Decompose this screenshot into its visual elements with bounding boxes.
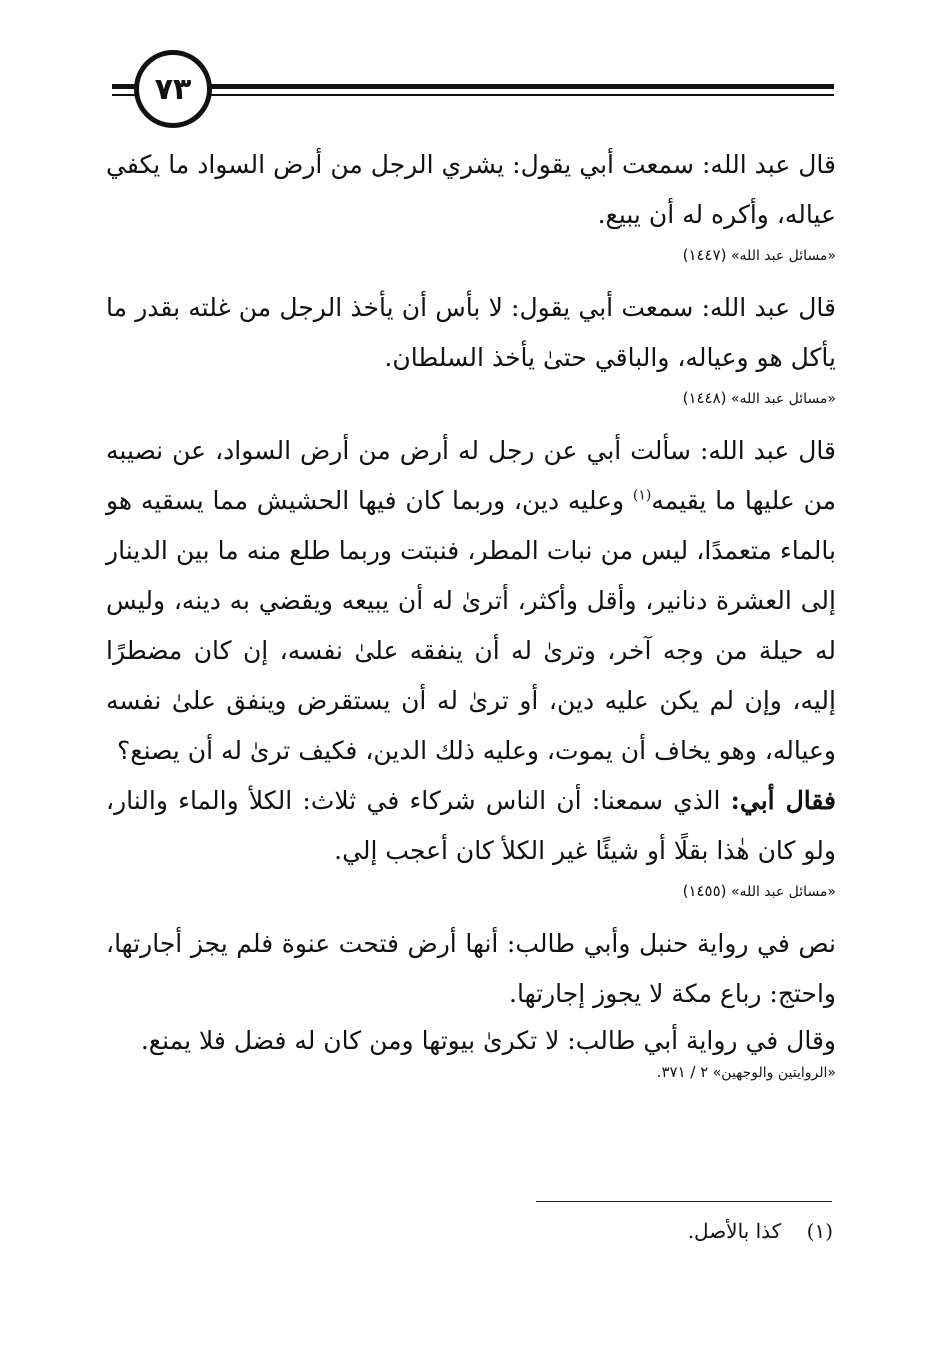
paragraph-text: وقال في رواية أبي طالب: لا تكرىٰ بيوتها ومن كان له فضل فلا يمنع. <box>140 1026 836 1055</box>
header-rule <box>206 94 834 96</box>
footnote <box>688 1219 833 1243</box>
reference-source: «مسائل عبد الله» <box>730 391 836 407</box>
reference-number: (١٤٤٨) <box>682 389 727 407</box>
paragraph-text: الذي سمعنا: أن الناس شركاء في ثلاث: الكلأ والماء والنار، ولو كان هٰذا بقلًا أو شيئًا غير الكلأ كان أعجب إلي. <box>106 786 836 865</box>
footnote-mark: (١) <box>806 1219 833 1243</box>
paragraph <box>106 776 836 876</box>
paragraph-text: وعليه دين، وربما كان فيها الحشيش مما يسقيه هو بالماء متعمدًا، ليس من نبات المطر، فنبتت وربما طلع منه ما بين الدينار إلى العشرة دنانير، وأقل وأكثر، أترىٰ له أن يبيعه ويقضي به دينه، وليس له حيلة من وجه آخر، وترىٰ له أن ينفقه علىٰ نفسه، إن كان مضطرًا إليه، وإن لم يكن عليه دين، أو ترىٰ له أن يستقرض وينفق علىٰ نفسه وعياله، وهو يخاف أن يموت، وعليه ذلك الدين، فكيف ترىٰ له أن يصنع؟ <box>106 486 836 765</box>
paragraph <box>106 919 836 1019</box>
paragraph <box>106 283 836 383</box>
reference-number: (١٤٥٥) <box>682 882 727 900</box>
reference-source: «مسائل عبد الله» <box>730 248 836 264</box>
reference-source: «الروايتين والوجهين» <box>712 1065 836 1081</box>
footnote-text: كذا بالأصل. <box>687 1219 782 1243</box>
page-number-text: ٧٣ <box>154 71 192 107</box>
footnote-rule <box>536 1201 832 1202</box>
paragraph-text: قال عبد الله: سمعت أبي يقول: لا بأس أن يأخذ الرجل من غلته بقدر ما يأكل هو وعياله، والباقي حتىٰ يأخذ السلطان. <box>106 293 836 372</box>
paragraph-lead: فقال أبي: <box>730 786 836 815</box>
reference-number: ٢ / ٣٧١. <box>656 1063 709 1081</box>
source-reference <box>106 385 836 412</box>
reference-source: «مسائل عبد الله» <box>730 884 836 900</box>
paragraph <box>106 426 836 776</box>
paragraph <box>106 1019 836 1063</box>
paragraph-text: نص في رواية حنبل وأبي طالب: أنها أرض فتحت عنوة فلم يجز أجارتها، واحتج: رباع مكة لا يجوز إجارتها. <box>106 929 836 1008</box>
source-reference <box>106 242 836 269</box>
page-number <box>134 50 212 128</box>
reference-number: (١٤٤٧) <box>682 246 727 264</box>
header-rule <box>206 84 834 89</box>
paragraph <box>106 140 836 240</box>
footnote-marker: (١) <box>632 487 652 504</box>
source-reference <box>106 878 836 905</box>
paragraph-text: قال عبد الله: سألت أبي عن رجل له أرض من أرض السواد، عن نصيبه من عليها ما يقيمه <box>106 436 836 515</box>
paragraph-text: قال عبد الله: سمعت أبي يقول: يشري الرجل من أرض السواد ما يكفي عياله، وأكره له أن يبيع. <box>106 150 836 229</box>
page-body <box>106 140 836 1100</box>
source-reference <box>106 1059 836 1086</box>
